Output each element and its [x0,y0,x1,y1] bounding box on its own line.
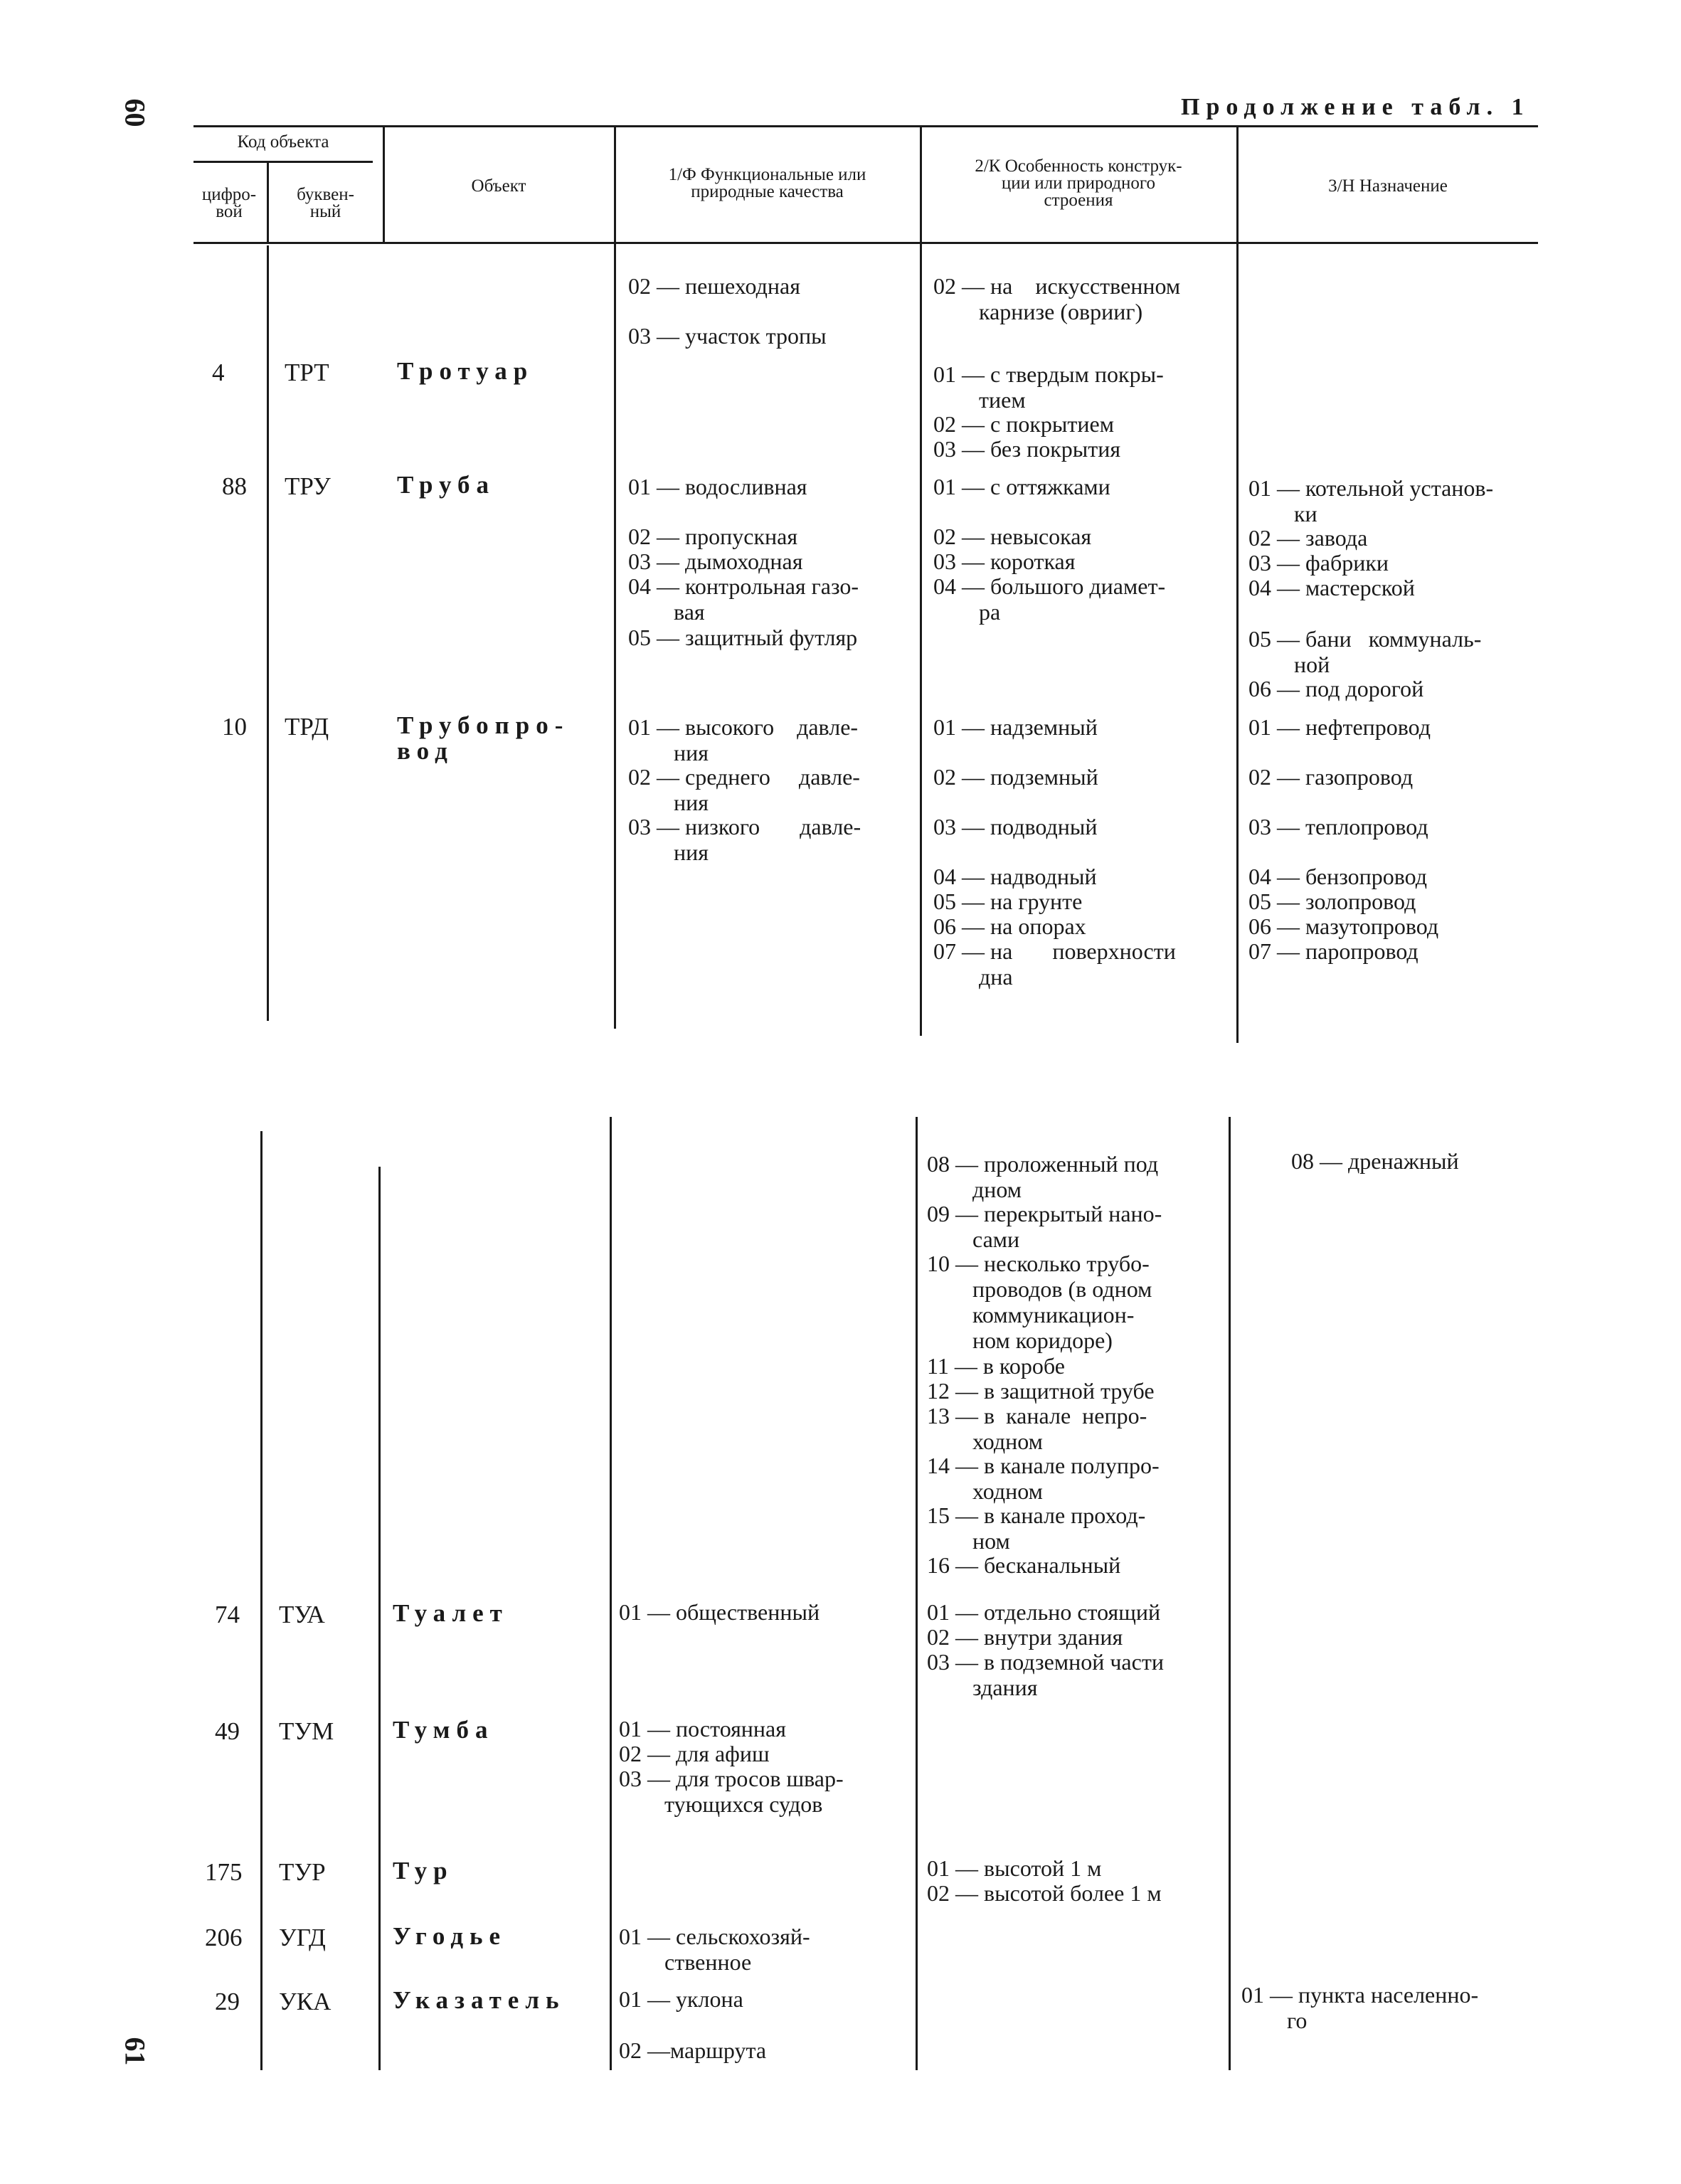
bot-k-entry: 08 — проложенный под дном [927,1151,1159,1202]
bot-f-entry: 03 — для тросов швар- тующихся судов [619,1766,844,1817]
header-digital: цифро- вой [201,185,257,221]
row-trt-letter: ТРТ [285,359,329,386]
bot-k-entry: 10 — несколько трубо- проводов (в одном коммуникацион- ном коридоре) [927,1251,1152,1353]
top-n-entry: 04 — мастерской [1248,575,1415,600]
row-uka-digital: 29 [215,1988,240,2015]
col-line-5 [1229,1117,1231,2070]
header-letter: буквен- ный [297,185,354,221]
row-tru-digital: 88 [222,472,247,500]
top-k-entry: 03 — подводный [933,814,1098,839]
top-n-entry: 06 — мазутопровод [1248,913,1439,939]
row-trd-name: Трубопро- вод [397,711,570,765]
col-line-4 [916,1117,918,2070]
bot-f-entry: 01 — общественный [619,1599,820,1625]
top-n-entry: 07 — паропровод [1248,938,1418,964]
row-tum-digital: 49 [215,1717,240,1745]
col-line-1 [260,1131,263,2070]
top-f-entry: 03 — участок тропы [628,323,827,349]
row-ugd-digital: 206 [205,1924,243,1951]
top-k-entry: 06 — на опорах [933,913,1086,939]
col-line-1-body [267,245,269,1021]
top-n-entry: 03 — теплопровод [1248,814,1428,839]
top-f-entry: 05 — защитный футляр [628,625,858,650]
header-code-group: Код объекта [237,132,329,152]
top-k-entry: 04 — большого диамет- ра [933,573,1166,625]
top-f-entry: 02 — пешеходная [628,273,800,299]
row-uka-letter: УКА [279,1988,332,2015]
rule-code-group [193,161,373,163]
row-tru-letter: ТРУ [285,472,331,500]
top-k-entry: 04 — надводный [933,864,1097,889]
row-trt-name: Тротуар [397,357,534,385]
top-n-entry: 02 — завода [1248,525,1368,551]
row-tua-letter: ТУА [279,1601,325,1628]
top-k-entry: 03 — без покрытия [933,436,1121,462]
header-col-2k: 2/К Особенность конструк- ции или природного строения [975,157,1182,210]
top-n-entry: 05 — золопровод [1248,889,1416,914]
top-n-entry: 03 — фабрики [1248,550,1389,576]
top-f-entry: 04 — контрольная газо- вая [628,573,859,625]
row-uka-name: Указатель [393,1986,566,2014]
row-tum-letter: ТУМ [279,1717,334,1745]
top-k-entry: 01 — надземный [933,714,1098,740]
bot-f-entry: 02 —маршрута [619,2037,767,2063]
col-line-3 [610,1117,612,2070]
bot-k-entry: 14 — в канале полупро- ходном [927,1453,1160,1504]
row-trt-digital: 4 [212,359,225,386]
row-tur-letter: ТУР [279,1858,326,1886]
top-f-entry: 01 — водосливная [628,474,807,499]
col-line-2 [378,1167,381,2070]
row-tum-name: Тумба [393,1716,494,1744]
page-number-bottom: 61 [119,2037,152,2066]
bot-k-entry: 16 — бесканальный [927,1552,1121,1578]
top-k-entry: 02 — невысокая [933,524,1092,549]
bot-k-entry: 01 — высотой 1 м [927,1855,1102,1881]
bot-f-entry: 01 — уклона [619,1986,743,2012]
continuation-title: Продолжение табл. 1 [1181,94,1530,120]
header-object: Объект [471,176,526,196]
bot-k-entry: 15 — в канале проход- ном [927,1502,1146,1554]
top-k-entry: 03 — короткая [933,548,1076,574]
top-k-entry: 02 — с покрытием [933,411,1114,437]
bot-n-entry: 01 — пункта населенно- го [1241,1982,1479,2033]
bot-k-entry: 02 — внутри здания [927,1624,1123,1650]
top-f-entry: 02 — пропускная [628,524,798,549]
top-n-entry: 04 — бензопровод [1248,864,1428,889]
bot-k-entry: 02 — высотой более 1 м [927,1880,1162,1906]
row-trd-digital: 10 [222,713,247,741]
bot-k-entry: 11 — в коробе [927,1353,1065,1379]
top-f-entry: 03 — дымоходная [628,548,803,574]
row-ugd-letter: УГД [279,1924,326,1951]
top-n-entry: 05 — бани коммуналь- ной [1248,626,1482,677]
top-k-entry: 05 — на грунте [933,889,1083,914]
top-f-entry: 03 — низкого давле- ния [628,814,861,865]
top-k-entry: 02 — на искусственном карнизе (оврииг) [933,273,1181,324]
rule-header-bottom [193,242,1538,244]
bot-n-entry: 08 — дренажный [1291,1148,1459,1174]
top-n-entry: 02 — газопровод [1248,764,1414,790]
header-col-1f: 1/Ф Функциональные или природные качества [668,165,866,201]
top-k-entry: 02 — подземный [933,764,1098,790]
top-f-entry: 01 — высокого давле- ния [628,714,859,765]
col-line-1 [267,161,269,242]
col-line-5 [1236,125,1239,1043]
top-k-entry: 01 — с оттяжками [933,474,1110,499]
bot-k-entry: 01 — отдельно стоящий [927,1599,1161,1625]
row-ugd-name: Угодье [393,1922,507,1950]
row-tur-name: Тур [393,1857,454,1885]
top-n-entry: 01 — нефтепровод [1248,714,1431,740]
bot-f-entry: 01 — сельскохозяй- ственное [619,1924,810,1975]
bot-k-entry: 09 — перекрытый нано- сами [927,1201,1162,1252]
col-line-4 [920,125,922,1036]
top-k-entry: 01 — с твердым покры- тием [933,361,1164,413]
top-n-entry: 06 — под дорогой [1248,676,1424,701]
col-line-3 [614,125,616,1029]
bot-k-entry: 03 — в подземной части здания [927,1649,1164,1700]
page-number-top: 60 [119,98,152,127]
bot-f-entry: 02 — для афиш [619,1741,770,1766]
top-f-entry: 02 — среднего давле- ния [628,764,860,815]
rule-top [193,125,1538,127]
top-k-entry: 07 — на поверхности дна [933,938,1176,990]
top-n-entry: 01 — котельной установ- ки [1248,475,1494,526]
row-tru-name: Труба [397,471,496,499]
bot-k-entry: 13 — в канале непро- ходном [927,1403,1147,1454]
row-tur-digital: 175 [205,1858,243,1886]
row-tua-name: Туалет [393,1599,509,1627]
header-col-3n: 3/Н Назначение [1328,176,1448,196]
row-trd-letter: ТРД [285,713,329,741]
bot-f-entry: 01 — постоянная [619,1716,786,1742]
bot-k-entry: 12 — в защитной трубе [927,1378,1155,1404]
row-tua-digital: 74 [215,1601,240,1628]
